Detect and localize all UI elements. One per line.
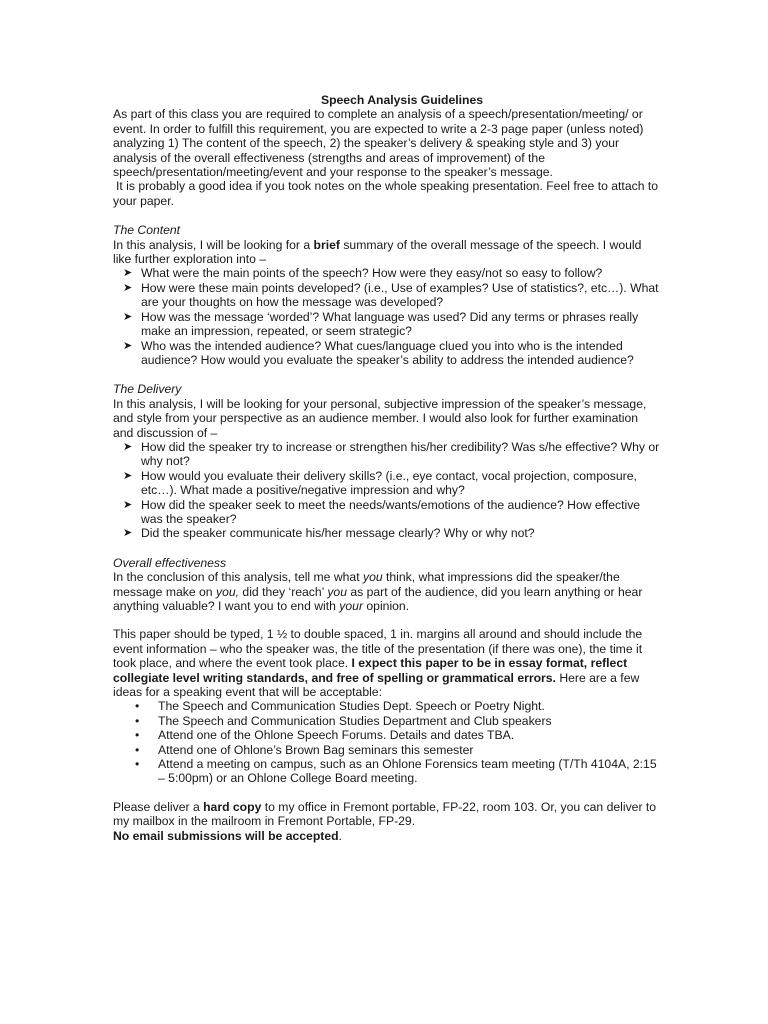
list-item [113, 743, 661, 757]
list-item-text: Attend one of the Ohlone Speech Forums. Details and dates TBA. [158, 728, 515, 743]
submission-text: Please deliver a [113, 799, 204, 814]
delivery-heading: The Delivery [113, 382, 182, 397]
content-lead [113, 238, 661, 267]
list-item [113, 440, 661, 469]
list-item [113, 266, 661, 280]
spacer [113, 613, 661, 627]
notes-paragraph: It is probably a good idea if you took notes on the whole speaking presentation. Feel free to attach to your paper. [113, 179, 659, 208]
content-question-list [113, 266, 661, 367]
event-ideas-list [113, 699, 661, 785]
list-item [113, 714, 661, 728]
arrow-bullet-icon: ➤ [123, 440, 133, 453]
format-text: This paper should be typed, 1 ½ to double spaced, 1 in. margins all around and should include the event information – who the speaker was, the title of the presentation (if there was one), the time it took place, and where the event took place. [113, 627, 643, 671]
intro-paragraph: As part of this class you are required to complete an analysis of a speech/presentation/meeting/ or event. In order to fulfill this requirement, you are expected to write a 2-3 page paper (unless noted) analyzing 1) The content of the speech, 2) the speaker’s delivery & speaking style and 3) your analysis of the overall effectiveness (strengths and areas of improvement) of the speech/presentation/meeting/event and your response to the speaker’s message. [113, 107, 644, 180]
effectiveness-text: In the conclusion of this analysis, tell me what [113, 570, 363, 585]
spacer [113, 786, 661, 800]
content-lead-bold: brief [313, 237, 340, 252]
list-item [113, 281, 661, 310]
bullet-icon: • [135, 713, 140, 728]
effectiveness-emphasis: you, [215, 584, 240, 599]
list-item [113, 728, 661, 742]
arrow-bullet-icon: ➤ [123, 469, 133, 482]
list-item-text: The Speech and Communication Studies Dept. Speech or Poetry Night. [158, 699, 545, 714]
list-item [113, 310, 661, 339]
submission-paragraph [113, 800, 661, 829]
effectiveness-emphasis: you [327, 584, 347, 599]
list-item-text: Attend a meeting on campus, such as an Ohlone Forensics team meeting (T/Th 4104A, 2:15 – 5:00pm) or an Ohlone College Board meeting. [158, 757, 657, 786]
hard-copy-emphasis: hard copy [203, 799, 262, 814]
effectiveness-text: opinion. [363, 599, 410, 613]
list-item-text: How did the speaker try to increase or strengthen his/her credibility? Was s/he effective? Why or why not? [141, 439, 660, 469]
no-email-period: . [338, 828, 342, 843]
list-item-text: How was the message ‘worded’? What language was used? Did any terms or phrases really make an impression, repeated, or seem strategic? [141, 309, 639, 339]
list-item [113, 699, 661, 713]
list-item-text: How would you evaluate their delivery skills? (i.e., eye contact, vocal projection, composure, etc…). What made a positive/negative impression and why? [141, 468, 637, 498]
list-item-text: Attend one of Ohlone’s Brown Bag seminars this semester [158, 742, 474, 757]
list-item-text: What were the main points of the speech? How were they easy/not so easy to follow? [141, 266, 603, 281]
delivery-lead: In this analysis, I will be looking for your personal, subjective impression of the speaker’s message, and style from your perspective as an audience member. I would also look for further examination and discussion of – [113, 396, 647, 440]
list-item [113, 757, 661, 786]
submission-text: to my office in Fremont portable, FP-22, room 103. Or, you can deliver to my mailbox in the mailroom in Fremont Portable, FP-29. [113, 799, 657, 829]
list-item-text: Who was the intended audience? What cues/language clued you into who is the intended audience? How would you evaluate the speaker’s ability to address the intended audience? [141, 338, 634, 367]
format-text-end: Here are a few ideas for a speaking event that will be acceptable: [113, 670, 640, 700]
effectiveness-emphasis: you [362, 570, 383, 585]
effectiveness-text: as part of the audience, did you learn anything or hear anything valuable? I want you to end with [113, 584, 643, 613]
list-item [113, 498, 661, 527]
format-paragraph [113, 627, 661, 699]
list-item-text: Did the speaker communicate his/her message clearly? Why or why not? [141, 526, 535, 541]
list-item [113, 526, 661, 540]
bullet-icon: • [135, 699, 140, 714]
list-item-text: How did the speaker seek to meet the needs/wants/emotions of the audience? How effective was the speaker? [141, 497, 641, 526]
bullet-icon: • [135, 728, 140, 743]
no-email-notice [113, 829, 661, 843]
effectiveness-emphasis: your [339, 599, 364, 613]
list-item-text: The Speech and Communication Studies Department and Club speakers [158, 713, 552, 728]
list-item-text: How were these main points developed? (i.e., Use of examples? Use of statistics?, etc…). What are your thoughts on how the message was developed? [141, 280, 659, 310]
effectiveness-text: did they ‘reach’ [239, 584, 328, 599]
bullet-icon: • [135, 757, 140, 772]
effectiveness-heading: Overall effectiveness [113, 555, 227, 570]
arrow-bullet-icon: ➤ [123, 527, 133, 540]
content-lead-text-end: summary of the overall message of the speech. I would like further exploration into – [113, 237, 642, 267]
document-page [113, 93, 661, 843]
list-item [113, 339, 661, 368]
effectiveness-text: think, what impressions did the speaker/the message make on [113, 570, 620, 599]
bullet-icon: • [135, 742, 140, 757]
format-bold-requirement: I expect this paper to be in essay format, reflect collegiate level writing standards, and free of spelling or grammatical errors. [113, 656, 628, 685]
arrow-bullet-icon: ➤ [123, 310, 133, 323]
content-heading: The Content [113, 223, 181, 238]
arrow-bullet-icon: ➤ [123, 339, 133, 352]
list-item [113, 469, 661, 498]
arrow-bullet-icon: ➤ [123, 267, 133, 280]
document-title: Speech Analysis Guidelines [320, 93, 484, 107]
content-lead-text: In this analysis, I will be looking for a [113, 237, 314, 252]
no-email-bold: No email submissions will be accepted [113, 828, 339, 843]
effectiveness-paragraph [113, 570, 661, 613]
arrow-bullet-icon: ➤ [123, 498, 133, 511]
delivery-question-list [113, 440, 661, 541]
arrow-bullet-icon: ➤ [123, 281, 133, 294]
